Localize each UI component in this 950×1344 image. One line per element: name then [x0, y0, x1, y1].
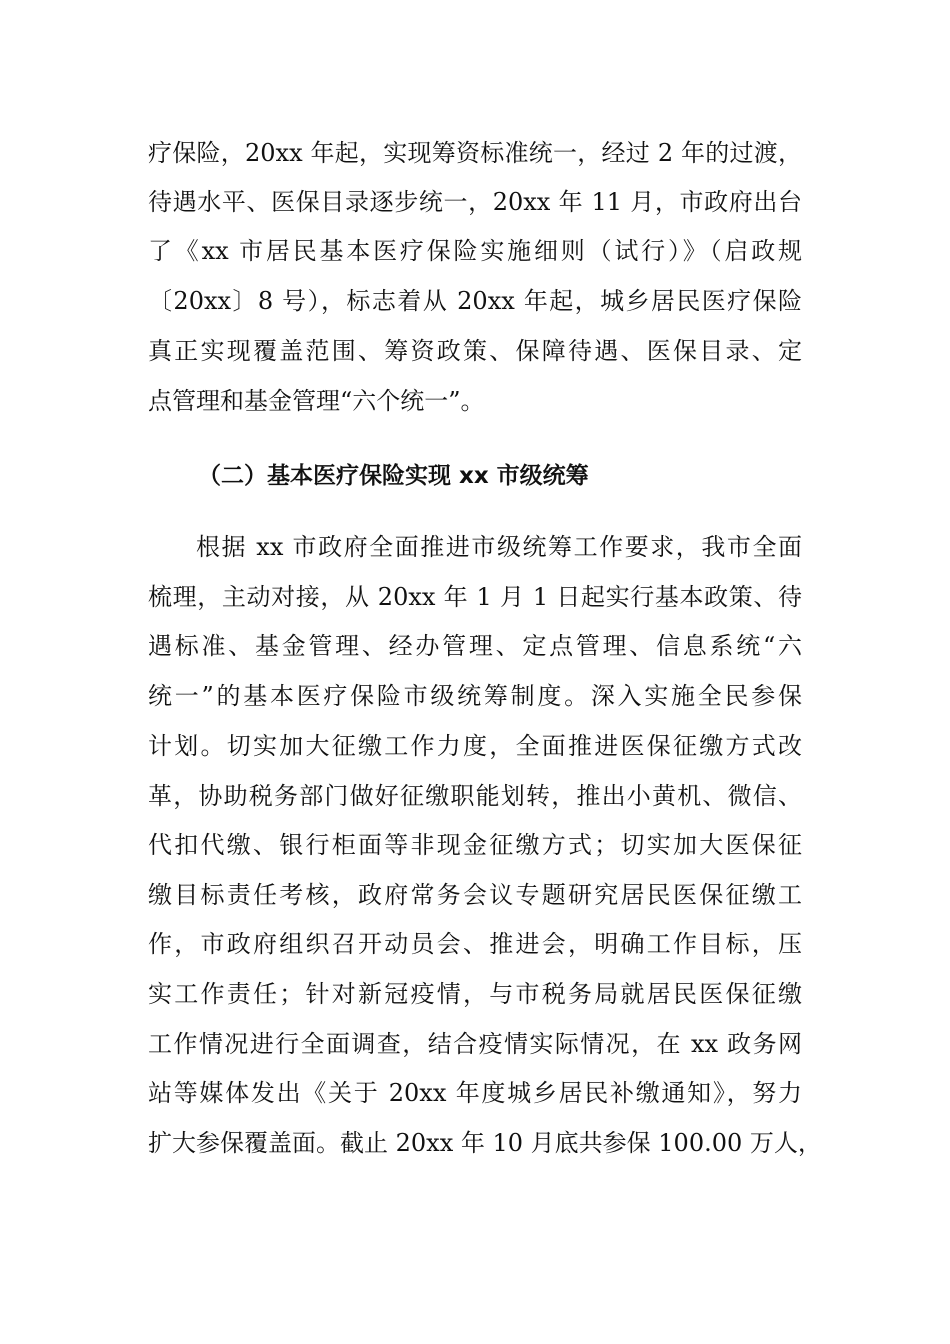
text-line: 梳理，主动对接，从 20xx 年 1 月 1 日起实行基本政策、待 [148, 583, 802, 611]
text-line: 工作情况进行全面调查，结合疫情实际情况，在 xx 政务网 [148, 1030, 802, 1058]
text-line: 革，协助税务部门做好征缴职能划转，推出小黄机、微信、 [148, 782, 802, 810]
section-heading: （二）基本医疗保险实现 xx 市级统筹 [198, 463, 589, 489]
text-line: 点管理和基金管理“六个统一”。 [148, 387, 485, 415]
text-line: 了《xx 市居民基本医疗保险实施细则（试行）》（启政规 [148, 237, 802, 265]
text-line: 计划。切实加大征缴工作力度，全面推进医保征缴方式改 [148, 732, 802, 760]
text-line: 〔20xx〕8 号），标志着从 20xx 年起，城乡居民医疗保险 [148, 287, 802, 315]
text-line: 遇标准、基金管理、经办管理、定点管理、信息系统“六 [148, 632, 802, 660]
text-line: 作，市政府组织召开动员会、推进会，明确工作目标，压 [148, 930, 802, 958]
text-line: 疗保险，20xx 年起，实现筹资标准统一，经过 2 年的过渡， [148, 139, 802, 167]
text-line: 站等媒体发出《关于 20xx 年度城乡居民补缴通知》，努力 [148, 1079, 802, 1107]
text-line: 真正实现覆盖范围、筹资政策、保障待遇、医保目录、定 [148, 337, 802, 365]
text-line: 缴目标责任考核，政府常务会议专题研究居民医保征缴工 [148, 881, 802, 909]
text-line: 扩大参保覆盖面。截止 20xx 年 10 月底共参保 100.00 万人， [148, 1129, 822, 1157]
text-line: 实工作责任；针对新冠疫情，与市税务局就居民医保征缴 [148, 980, 802, 1008]
text-line: 统一”的基本医疗保险市级统筹制度。深入实施全民参保 [148, 682, 802, 710]
text-line: 根据 xx 市政府全面推进市级统筹工作要求，我市全面 [196, 533, 802, 561]
text-line: 代扣代缴、银行柜面等非现金征缴方式；切实加大医保征 [148, 831, 802, 859]
text-line: 待遇水平、医保目录逐步统一，20xx 年 11 月，市政府出台 [148, 188, 802, 216]
